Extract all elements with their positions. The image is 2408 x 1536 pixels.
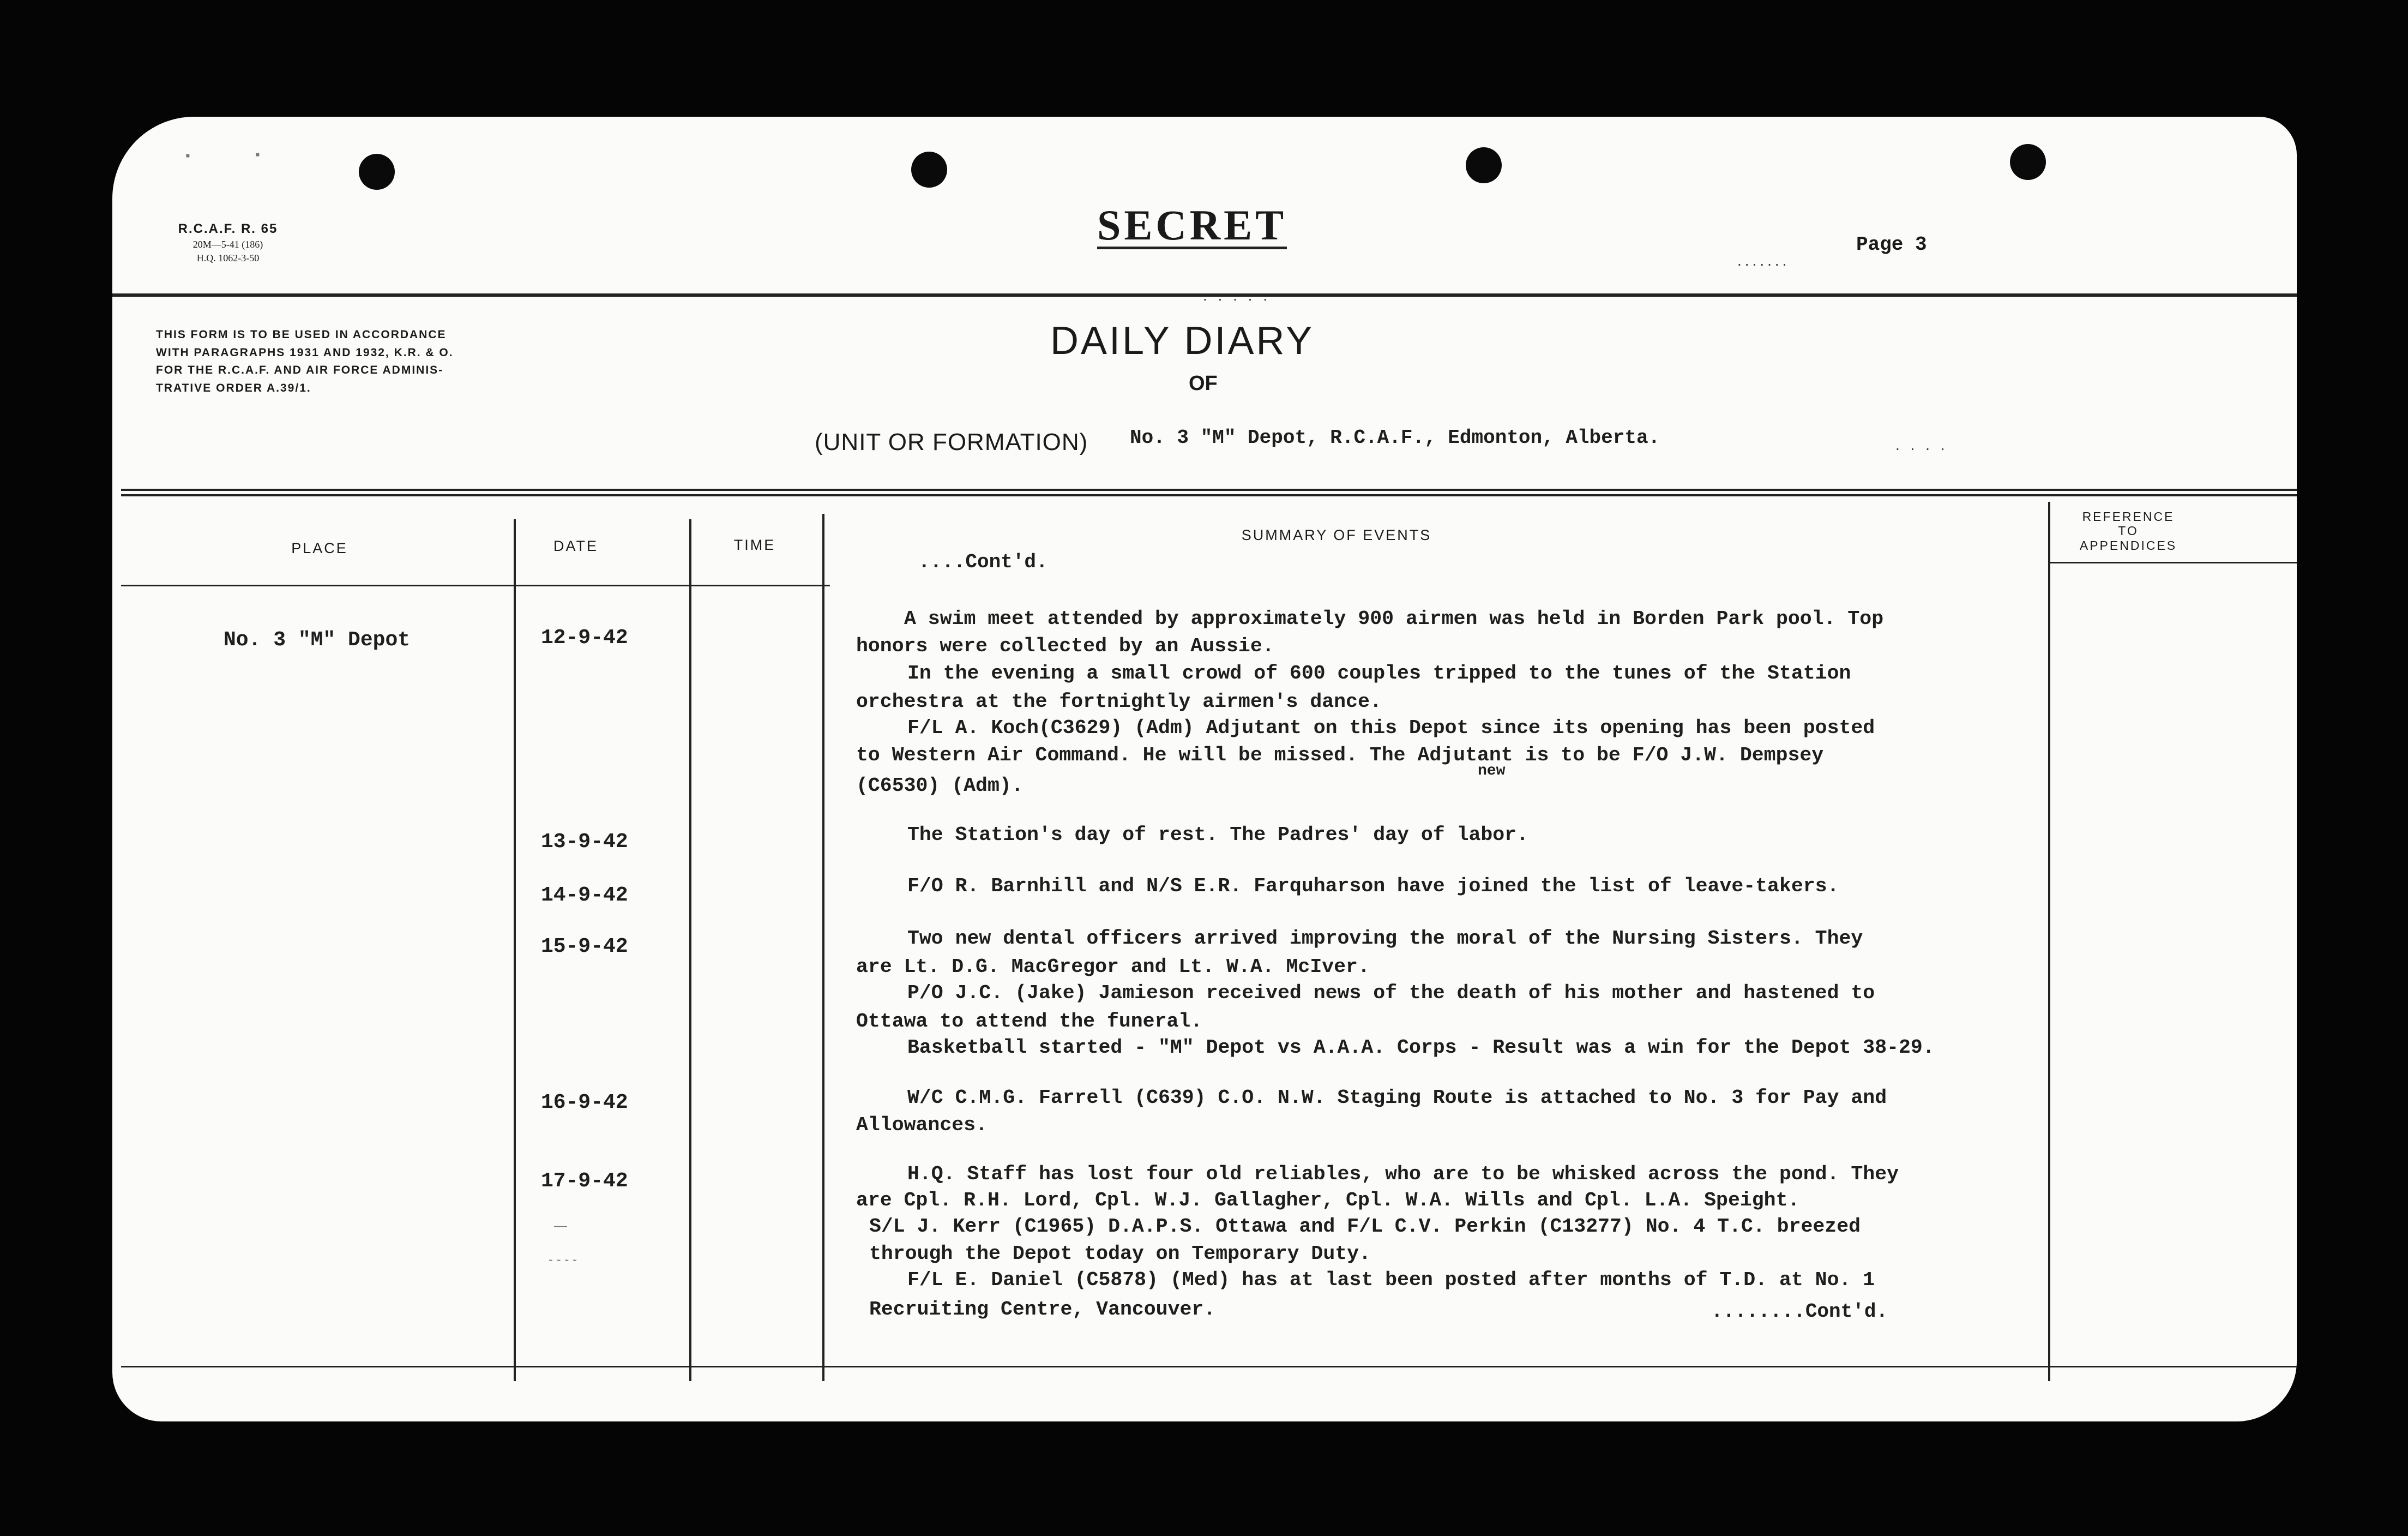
punch-hole-3: [1466, 147, 1502, 183]
date-cell: 13-9-42: [541, 830, 628, 854]
summary-line: H.Q. Staff has lost four old reliables, who are to be whisked across the pond. They: [907, 1163, 1899, 1185]
summary-line: S/L J. Kerr (C1965) D.A.P.S. Ottawa and F/L C.V. Perkin (C13277) No. 4 T.C. breezed: [869, 1215, 1861, 1238]
form-code: R.C.A.F. R. 65: [178, 221, 278, 236]
header-bottom-rule-right: [2049, 562, 2297, 563]
summary-line: to Western Air Command. He will be missed. The Adjutant is to be F/O J.W. Dempsey: [856, 744, 1824, 766]
summary-line: W/C C.M.G. Farrell (C639) C.O. N.W. Staging Route is attached to No. 3 for Pay and: [907, 1087, 1887, 1109]
header-rule: [112, 293, 2297, 297]
notice-line: THIS FORM IS TO BE USED IN ACCORDANCE: [156, 328, 447, 341]
summary-line: Ottawa to attend the funeral.: [856, 1010, 1203, 1033]
speck: ▪: [255, 147, 260, 162]
faint-mark: - - - -: [549, 1252, 577, 1267]
classification-stamp: SECRET: [1097, 201, 1287, 249]
col-divider-3: [822, 514, 824, 1381]
table-bottom-rule: [121, 1366, 2297, 1367]
summary-line: F/L A. Koch(C3629) (Adm) Adjutant on this Depot since its opening has been posted: [907, 717, 1875, 739]
punch-hole-2: [911, 152, 947, 188]
form-print-line: 20M—5-41 (186): [192, 239, 263, 250]
col-header-summary: SUMMARY OF EVENTS: [1241, 527, 1432, 543]
speck: ▪: [185, 148, 190, 163]
summary-line: P/O J.C. (Jake) Jamieson received news of the death of his mother and hastened to: [907, 982, 1875, 1004]
unit-value: No. 3 "M" Depot, R.C.A.F., Edmonton, Alberta.: [1130, 427, 1660, 449]
date-cell: 14-9-42: [541, 884, 628, 907]
punch-hole-1: [359, 154, 395, 190]
summary-line: Allowances.: [856, 1114, 988, 1136]
page-number: Page 3: [1856, 233, 1927, 256]
col-divider-1: [514, 519, 516, 1381]
faint-mark: —: [554, 1219, 567, 1233]
col-divider-2: [689, 519, 691, 1381]
dotted-leader: . . . .: [1895, 436, 1948, 453]
title-of: OF: [1189, 372, 1218, 395]
date-cell: 16-9-42: [541, 1091, 628, 1114]
date-cell: 12-9-42: [541, 626, 628, 650]
continued-top: ....Cont'd.: [918, 551, 1048, 573]
summary-line-insert: new: [1478, 763, 1506, 779]
table-top-rule-2: [121, 494, 2297, 496]
usage-notice: [156, 326, 570, 397]
form-hq-ref: H.Q. 1062-3-50: [196, 252, 260, 263]
unit-label: (UNIT OR FORMATION): [815, 429, 1088, 455]
reference-line: TO: [2118, 524, 2139, 538]
summary-line: orchestra at the fortnightly airmen's dance.: [856, 691, 1382, 713]
notice-line: TRATIVE ORDER A.39/1.: [156, 381, 311, 394]
col-divider-4: [2048, 502, 2050, 1381]
punch-hole-4: [2010, 144, 2046, 180]
form-code-block: [157, 220, 299, 265]
header-bottom-rule-left: [121, 585, 830, 586]
summary-line: F/L E. Daniel (C5878) (Med) has at last been posted after months of T.D. at No. 1: [907, 1269, 1875, 1291]
table-top-rule: [121, 489, 2297, 491]
document-title: DAILY DIARY: [1050, 319, 1315, 363]
continued-bottom: ........Cont'd.: [1711, 1300, 1888, 1323]
summary-line: F/O R. Barnhill and N/S E.R. Farquharson have joined the list of leave-takers.: [907, 875, 1839, 897]
diary-form-card: [112, 117, 2297, 1421]
summary-line: Basketball started - "M" Depot vs A.A.A. Corps - Result was a win for the Depot 38-29.: [907, 1036, 1935, 1059]
summary-line: are Lt. D.G. MacGregor and Lt. W.A. McIver.: [856, 956, 1370, 978]
date-cell: 15-9-42: [541, 935, 628, 958]
summary-line: honors were collected by an Aussie.: [856, 635, 1274, 657]
summary-line: through the Depot today on Temporary Duty.: [869, 1243, 1371, 1265]
summary-line: The Station's day of rest. The Padres' day of labor.: [907, 824, 1528, 846]
summary-line: Recruiting Centre, Vancouver.: [869, 1298, 1216, 1321]
col-header-reference: [2049, 509, 2207, 553]
reference-line: REFERENCE: [2082, 509, 2175, 524]
col-header-time: TIME: [733, 537, 776, 553]
date-cell: 17-9-42: [541, 1169, 628, 1193]
summary-line: In the evening a small crowd of 600 couples tripped to the tunes of the Station: [907, 662, 1851, 685]
dotted-leader: .......: [1737, 252, 1790, 269]
col-header-place: PLACE: [291, 540, 348, 556]
notice-line: WITH PARAGRAPHS 1931 AND 1932, K.R. & O.: [156, 346, 454, 359]
reference-line: APPENDICES: [2079, 538, 2177, 553]
summary-line: Two new dental officers arrived improving the moral of the Nursing Sisters. They: [907, 927, 1863, 950]
place-cell: No. 3 "M" Depot: [224, 628, 411, 652]
notice-line: FOR THE R.C.A.F. AND AIR FORCE ADMINIS-: [156, 364, 444, 377]
summary-line: A swim meet attended by approximately 900 airmen was held in Borden Park pool. Top: [904, 608, 1884, 630]
summary-line: (C6530) (Adm).: [856, 775, 1024, 797]
summary-line: are Cpl. R.H. Lord, Cpl. W.J. Gallagher, Cpl. W.A. Wills and Cpl. L.A. Speight.: [856, 1189, 1800, 1211]
col-header-date: DATE: [553, 538, 598, 554]
